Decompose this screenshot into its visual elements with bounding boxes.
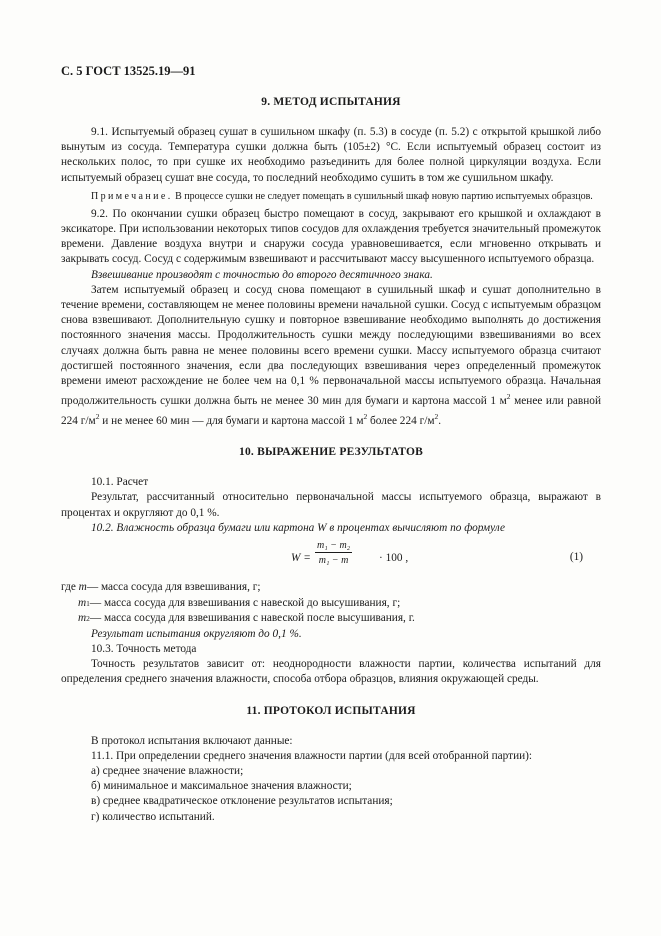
formula-lhs: W = xyxy=(291,552,311,564)
formula-fraction xyxy=(315,540,352,566)
formula-legend xyxy=(61,580,601,627)
list-item: в) среднее квадратическое отклонение результатов испытания; xyxy=(91,795,393,808)
legend-text: — масса сосуда для взвешивания, г; xyxy=(86,581,261,593)
list-item: а) среднее значение влажности; xyxy=(91,765,244,777)
para-10-3: 10.3. Точность метода xyxy=(91,642,197,655)
text-run: . xyxy=(438,414,442,427)
note-text: В процессе сушки не следует помещать в сушильный шкаф новую партию испытуемых образцов. xyxy=(172,190,593,202)
superscript: 2 xyxy=(434,412,439,422)
para-weighing-accuracy: Взвешивание производят с точностью до второго десятичного знака. xyxy=(91,268,433,281)
legend-where: где xyxy=(61,581,76,593)
section-10-title: 10. ВЫРАЖЕНИЕ РЕЗУЛЬТАТОВ xyxy=(239,446,423,459)
legend-subscript: 2 xyxy=(86,614,90,624)
text-run: менее или равной 224 г/м xyxy=(61,395,601,427)
legend-subscript: 1 xyxy=(86,598,90,608)
text-run: Затем испытуемый образец и сосуд снова помещают в сушильный шкаф и сушат дополнительно в течение времени, составляющем не менее половины времени начальной сушки. Сосуд с испытуемым образцом снова взвешивают. Дополнительную сушку и повторное взвешивание необходимо выполнять до достижения постоянного значения массы. Продолжительность сушки между последующими взвешиваниями во всех случаях должна быть равна не менее половины всего времени сушки. Массу испытуемого образца считают достигшей постоянного значения, если два последующих взвешивания через определенный промежуток времени имеют расхождение не более чем на 0,1 % первоначальной массы испытуемого образца. Начальная продолжительность сушки должна быть не менее 30 мин для бумаги и картона массой 1 м xyxy=(61,283,601,408)
note-label: Примечание. xyxy=(91,190,173,202)
para-10-1: 10.1. Расчет xyxy=(91,476,149,489)
para-10-2: 10.2. Влажность образца бумаги или картона W в процентах вычисляют по формуле xyxy=(91,521,505,534)
para-11-1: 11.1. При определении среднего значения влажности партии (для всей отобранной партии): xyxy=(91,749,533,762)
para-repeat-drying xyxy=(61,283,601,429)
list-item: б) минимальное и максимальное значения влажности; xyxy=(91,780,352,793)
para-protocol-intro: В протокол испытания включают данные: xyxy=(91,734,293,747)
superscript: 2 xyxy=(506,392,511,402)
para-9-1: 9.1. Испытуемый образец сушат в сушильном шкафу (п. 5.3) в сосуде (п. 5.2) с открытой крышкой либо вынутым из сосуда. Температура сушки должна быть (105±2) °С. Если испытуемый образец состоит из нескольких полос, то при сушке их необходимо разъединить для более полной циркуляции воздуха. Если испытуемый образец сушат вне сосуда, то последний необходимо сушить в том же сушильном шкафу. xyxy=(61,126,601,184)
legend-symbol: m xyxy=(78,596,87,609)
superscript: 2 xyxy=(95,412,100,422)
formula-multiplier: · 100 , xyxy=(379,552,409,564)
legend-row-m xyxy=(61,580,601,596)
legend-symbol: m xyxy=(78,612,87,625)
list-item: г) количество испытаний. xyxy=(91,810,215,823)
para-result-rounding: Результат, рассчитанный относительно первоначальной массы испытуемого образца, выражают в процентах и округляют до 0,1 %. xyxy=(61,491,601,519)
page-header: С. 5 ГОСТ 13525.19—91 xyxy=(61,64,196,78)
superscript: 2 xyxy=(363,412,368,422)
formula-denominator: m₁ − m xyxy=(318,555,349,566)
legend-text: — масса сосуда для взвешивания с навеской после высушивания, г. xyxy=(89,612,415,625)
para-result-rounding-2: Результат испытания округляют до 0,1 %. xyxy=(91,627,302,640)
para-9-2: 9.2. По окончании сушки образец быстро помещают в сосуд, закрывают его крышкой и охлаждают в эксикаторе. При использовании некоторых типов сосудов для охлаждения требуется значительный промежуток времени. Давление воздуха внутри и снаружи сосуда уравновешивается, если мгновенно открывать и закрывать сосуд. Сосуд с содержимым взвешивают и рассчитывают массу высушенного испытуемого образца. xyxy=(61,207,601,266)
text-run: более 224 г/м xyxy=(367,414,435,427)
legend-text: — масса сосуда для взвешивания с навеской до высушивания, г; xyxy=(89,596,401,609)
formula-numerator: m₁ − m₂ xyxy=(317,540,351,551)
section-9-title: 9. МЕТОД ИСПЫТАНИЯ xyxy=(261,96,401,108)
note xyxy=(61,190,601,203)
legend-row-m2 xyxy=(61,611,601,627)
para-accuracy: Точность результатов зависит от: неоднородности влажности партии, количества испытаний для определения среднего значения влажности, способа отбора образцов, влияния окружающей среды. xyxy=(61,658,601,686)
text-run: и не менее 60 мин — для бумаги и картона массой 1 м xyxy=(99,414,364,427)
equation-number: (1) xyxy=(569,551,583,563)
section-11-title: 11. ПРОТОКОЛ ИСПЫТАНИЯ xyxy=(246,704,416,717)
legend-row-m1 xyxy=(61,596,601,612)
legend-symbol: m xyxy=(78,581,87,593)
moisture-formula xyxy=(61,536,601,580)
page-content xyxy=(61,96,601,825)
